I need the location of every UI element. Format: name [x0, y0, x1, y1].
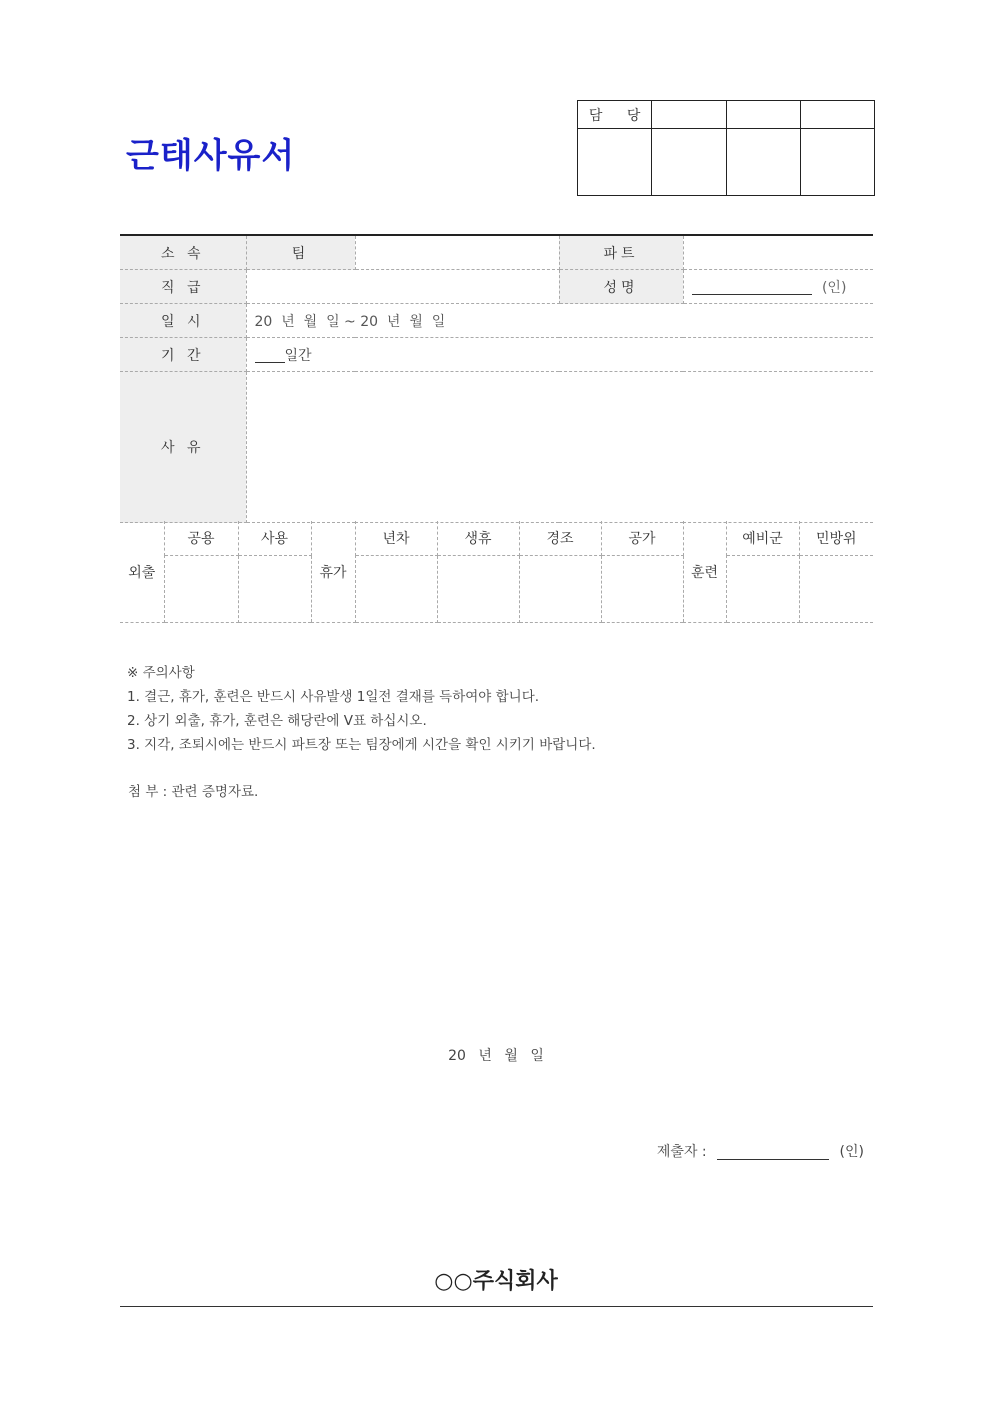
reason-field[interactable] — [246, 372, 873, 523]
part-field[interactable] — [683, 235, 873, 270]
info-table — [120, 234, 873, 523]
team-label: 팀 — [246, 235, 355, 270]
date-label: 일 시 — [120, 304, 246, 338]
vacation-check-cell[interactable] — [355, 556, 437, 623]
training-label: 훈련 — [683, 521, 726, 623]
notes-item: 1. 결근, 휴가, 훈련은 반드시 사유발생 1일전 결재를 득하여야 합니다. — [127, 689, 540, 705]
approval-header-cell — [800, 101, 874, 129]
vacation-check-cell[interactable] — [519, 556, 601, 623]
submitter-label: 제출자 : — [656, 1144, 707, 1160]
period-label: 기 간 — [120, 338, 246, 372]
approval-header: 담 당 — [578, 101, 652, 129]
approval-header-cell — [652, 101, 726, 129]
outing-check-cell[interactable] — [164, 556, 238, 623]
vacation-col-label: 공가 — [601, 521, 683, 556]
name-field[interactable] — [683, 270, 873, 304]
training-check-cell[interactable] — [799, 556, 873, 623]
company-name: ○○주식회사 — [434, 1269, 558, 1294]
period-underline — [255, 348, 285, 363]
submitter-underline[interactable] — [717, 1145, 829, 1160]
approval-sign-cell[interactable] — [800, 129, 874, 196]
vacation-col-label: 생휴 — [437, 521, 519, 556]
team-field[interactable] — [355, 235, 559, 270]
outing-check-cell[interactable] — [238, 556, 311, 623]
rank-label: 직 급 — [120, 270, 246, 304]
approval-sign-cell[interactable] — [726, 129, 800, 196]
notes-section — [127, 661, 596, 757]
submitter-seal: (인) — [839, 1144, 864, 1160]
vacation-label: 휴가 — [311, 521, 355, 623]
document-date: 20 년 월 일 — [448, 1048, 544, 1064]
outing-col-label: 공용 — [164, 521, 238, 556]
period-suffix: 일간 — [284, 347, 312, 364]
training-col-label: 민방위 — [799, 521, 873, 556]
approval-sign-cell[interactable] — [652, 129, 726, 196]
name-label: 성명 — [559, 270, 683, 304]
outing-col-label: 사용 — [238, 521, 311, 556]
notes-item: 3. 지각, 조퇴시에는 반드시 파트장 또는 팀장에게 시간을 확인 시키기 바랍니다. — [127, 737, 596, 753]
approval-sign-cell[interactable] — [578, 129, 652, 196]
approval-header-cell — [726, 101, 800, 129]
name-underline — [692, 280, 812, 295]
document-title: 근태사유서 — [126, 136, 296, 176]
training-check-cell[interactable] — [726, 556, 799, 623]
vacation-check-cell[interactable] — [601, 556, 683, 623]
outing-label: 외출 — [120, 521, 164, 623]
leave-table — [120, 521, 873, 623]
name-seal: (인) — [821, 279, 847, 296]
attachment-text: 첨 부 : 관련 증명자료. — [128, 784, 259, 800]
period-field[interactable] — [246, 338, 873, 372]
notes-heading: ※ 주의사항 — [127, 665, 195, 681]
rank-field[interactable] — [246, 270, 559, 304]
submitter-line — [657, 1141, 864, 1161]
vacation-col-label: 경조 — [519, 521, 601, 556]
vacation-col-label: 년차 — [355, 521, 437, 556]
affiliation-label: 소 속 — [120, 235, 246, 270]
notes-item: 2. 상기 외출, 휴가, 훈련은 해당란에 V표 하십시오. — [127, 713, 427, 729]
vacation-check-cell[interactable] — [437, 556, 519, 623]
date-range-field[interactable]: 20 년 월 일 ~ 20 년 월 일 — [246, 304, 873, 338]
bottom-divider — [120, 1306, 873, 1307]
approval-box — [577, 100, 875, 196]
part-label: 파트 — [559, 235, 683, 270]
training-col-label: 예비군 — [726, 521, 799, 556]
reason-label: 사 유 — [120, 372, 246, 523]
